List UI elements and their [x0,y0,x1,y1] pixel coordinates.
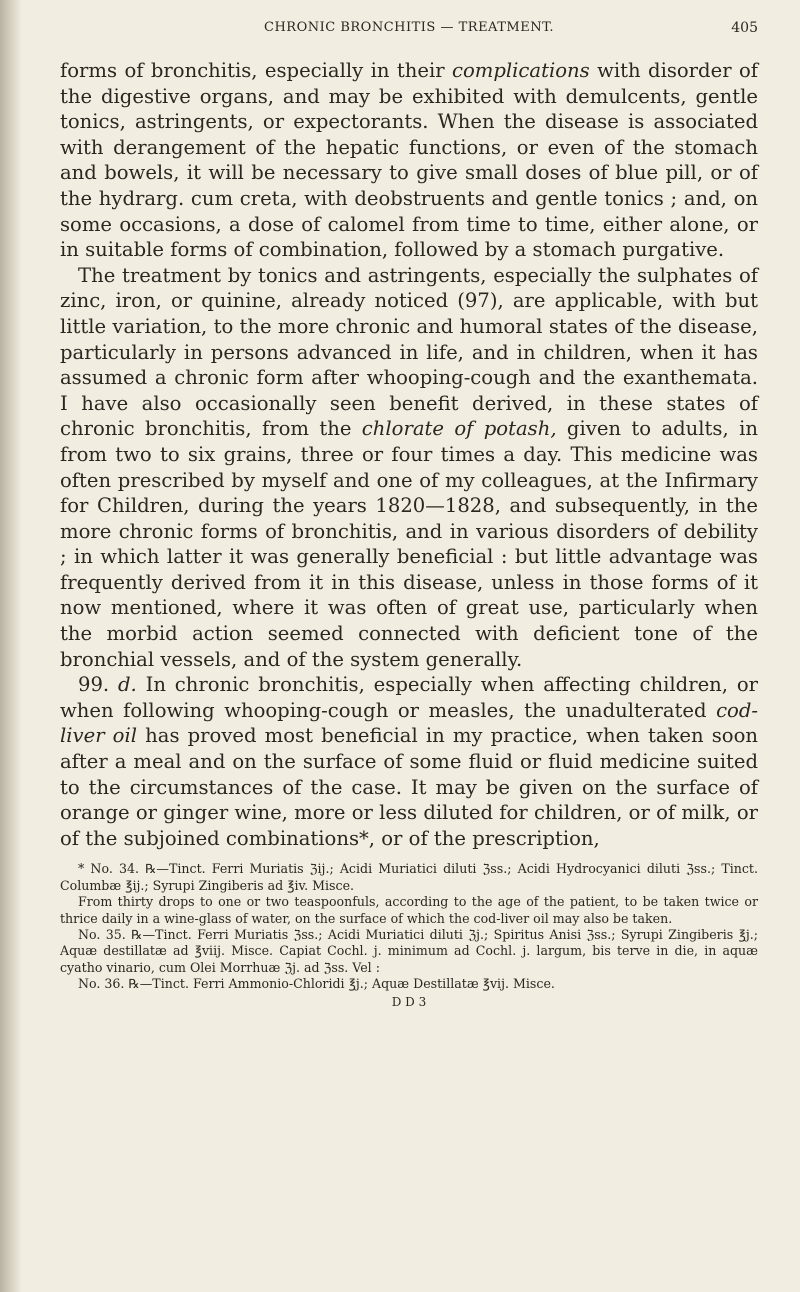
main-text [60,58,758,851]
running-head: CHRONIC BRONCHITIS — TREATMENT. [264,20,554,35]
footnote-no-35: No. 35. ℞—Tinct. Ferri Muriatis ℨss.; Acidi Muriatici diluti ℨj.; Spiritus Anisi ℨss.; Syrupi Zingiberis ℥j.; Aquæ destillatæ ad ℥viij. Misce. Capiat Cochl. j. minimum ad Cochl. j. largum, bis terve in die, in aquæ cyatho vinario, cum Olei Morrhuæ ℨj. ad ℨss. Vel : [60,927,758,975]
page-header [60,18,758,58]
paragraph-complications: forms of bronchitis, especially in their complications with disorder of the digestive organs, and may be exhibited with demulcents, gentle tonics, astringents, or expectorants. When the disease is associated with derangement of the hepatic functions, or even of the stomach and bowels, it will be necessary to give small doses of blue pill, or of the hydrarg. cum creta, with deobstruents and gentle tonics ; and, on some occasions, a dose of calomel from time to time, either alone, or in suitable forms of combination, followed by a stomach purgative. [60,59,758,262]
paragraph-tonics: The treatment by tonics and astringents, especially the sulphates of zinc, iron, or quinine, already noticed (97), are applicable, with but little variation, to the more chronic and humoral states of the disease, particularly in persons advanced in life, and in children, when it has assumed a chronic form after whooping-cough and the exanthemata. I have also occasionally seen benefit derived, in these states of chronic bronchitis, from the chlorate of potash, given to adults, in from two to six grains, three or four times a day. This medicine was often prescribed by myself and one of my colleagues, at the Infirmary for Children, during the years 1820—1828, and subsequently, in the more chronic forms of bronchitis, and in various disorders of debility ; in which latter it was generally beneficial : but little advantage was frequently derived from it in this disease, unless in those forms of it now mentioned, where it was often of great use, particularly when the morbid action seemed connected with deficient tone of the bronchial vessels, and of the system generally. [60,263,758,671]
signature-mark: D D 3 [391,994,427,1009]
footnote-directions: From thirty drops to one or two teaspoonfuls, according to the age of the patient, to be taken twice or thrice daily in a wine-glass of water, on the surface of which the cod-liver oil may also be taken. [60,894,758,926]
footnote-no-36: No. 36. ℞—Tinct. Ferri Ammonio-Chloridi ℥j.; Aquæ Destillatæ ℥vij. Misce. [78,976,555,992]
book-page [60,18,758,1009]
footnote-no-34: * No. 34. ℞—Tinct. Ferri Muriatis ℨij.; Acidi Muriatici diluti ℨss.; Acidi Hydrocyanici diluti ℨss.; Tinct. Columbæ ℥ij.; Syrupi Zingiberis ad ℥iv. Misce. [60,861,758,893]
paragraph-cod-liver-oil: 99. d. In chronic bronchitis, especially when affecting children, or when following whooping-cough or measles, the unadulterated cod-liver oil has proved most beneficial in my practice, when taken soon after a meal and on the surface of some fluid or fluid medicine suited to the circumstances of the case. It may be given on the surface of orange or ginger wine, more or less diluted for children, or of milk, or of the subjoined combinations*, or of the prescription, [60,673,759,850]
page-gutter-shadow [0,0,22,1292]
page-number: 405 [731,20,758,36]
footnotes [60,861,758,992]
